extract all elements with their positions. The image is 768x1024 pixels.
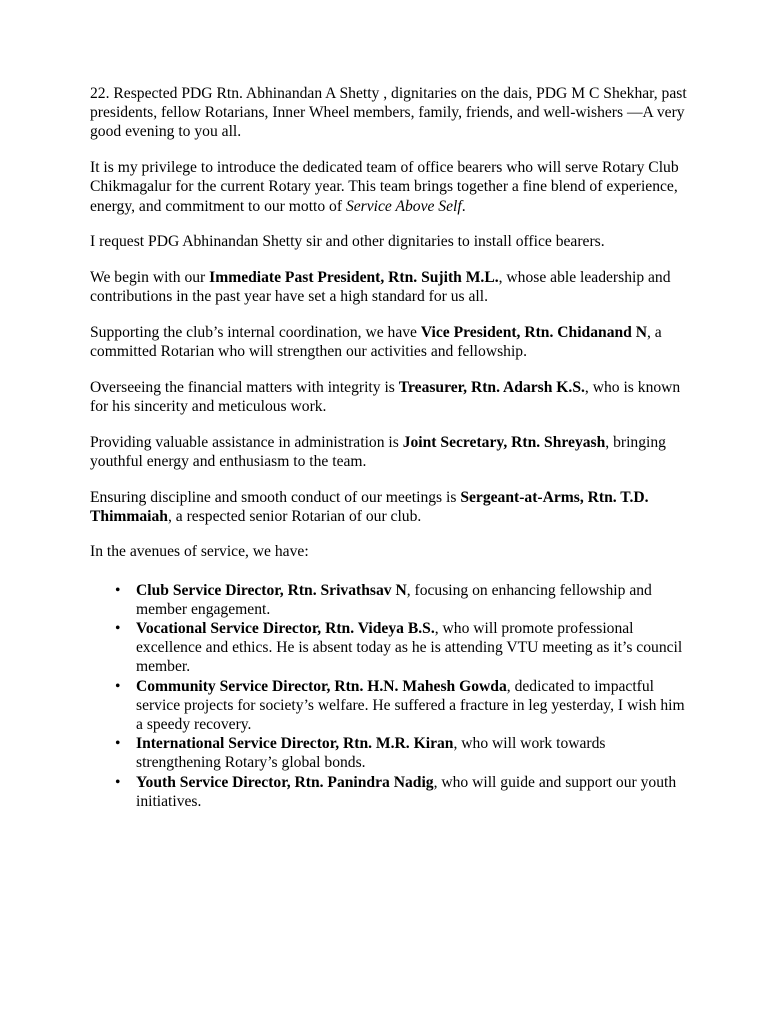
directors-list (90, 581, 688, 811)
avenues-intro-paragraph (90, 542, 688, 561)
list-item-club-service-director (136, 581, 688, 619)
director-role: Youth Service Director, Rtn. Panindra Nadig (136, 773, 434, 791)
sergeant-at-arms-role: Sergeant-at-Arms, Rtn. T.D. Thimmaiah (90, 488, 649, 525)
past-president-pre: We begin with our (90, 268, 210, 286)
sergeant-at-arms-post: , a respected senior Rotarian of our club. (167, 507, 422, 525)
joint-secretary-pre: Providing valuable assistance in administration is (90, 433, 403, 451)
installation-request-text: I request PDG Abhinandan Shetty sir and other dignitaries to install office bearers. (90, 233, 605, 251)
introduction-end: . (461, 197, 466, 215)
past-president-post: , whose able leadership and contributions in the past year have set a high standard for us all. (90, 268, 671, 306)
joint-secretary-post: , bringing youthful energy and enthusiasm to the team. (90, 433, 666, 470)
list-item-community-service-director (136, 677, 688, 735)
past-president-role: Immediate Past President, Rtn. Sujith M.L. (209, 268, 499, 286)
list-item-vocational-service-director (136, 619, 688, 677)
director-description: , focusing on enhancing fellowship and member engagement. (136, 581, 652, 618)
joint-secretary-paragraph (90, 433, 688, 471)
joint-secretary-role: Joint Secretary, Rtn. Shreyash (402, 433, 606, 451)
installation-request-paragraph (90, 232, 688, 251)
director-role: Vocational Service Director, Rtn. Videya B.S. (136, 620, 435, 638)
director-description: , who will promote professional excellence and ethics. He is absent today as he is attending VTU meeting as it’s council member. (136, 620, 683, 676)
sergeant-at-arms-paragraph (90, 488, 688, 526)
director-description: , dedicated to impactful service projects for society’s welfare. He suffered a fracture in leg yesterday, I wish him a speedy recovery. (136, 677, 685, 734)
treasurer-paragraph (90, 378, 688, 416)
director-description: , who will work towards strengthening Rotary’s global bonds. (136, 735, 606, 772)
director-role: International Service Director, Rtn. M.R. Kiran (136, 735, 454, 753)
greeting-text: 22. Respected PDG Rtn. Abhinandan A Shetty , dignitaries on the dais, PDG M C Shekhar, past presidents, fellow Rotarians, Inner Wheel members, family, friends, and well-wishers —A very good evening to you all. (90, 85, 687, 141)
vice-president-post: , a committed Rotarian who will strengthen our activities and fellowship. (90, 323, 662, 361)
avenues-intro-text: In the avenues of service, we have: (90, 543, 309, 561)
list-item-youth-service-director (136, 773, 688, 811)
vice-president-pre: Supporting the club’s internal coordination, we have (90, 323, 421, 341)
introduction-text: It is my privilege to introduce the dedicated team of office bearers who will serve Rotary Club Chikmagalur for the current Rotary year. This team brings together a fine blend of experience, energy, and commitment to our motto of (90, 159, 679, 215)
motto-text: Service Above Self (345, 197, 462, 215)
director-role: Community Service Director, Rtn. H.N. Mahesh Gowda (136, 677, 507, 695)
list-item-international-service-director (136, 734, 688, 772)
vice-president-role: Vice President, Rtn. Chidanand N (420, 323, 647, 341)
sergeant-at-arms-pre: Ensuring discipline and smooth conduct of our meetings is (90, 488, 461, 506)
vice-president-paragraph (90, 323, 688, 361)
director-description: , who will guide and support our youth initiatives. (136, 773, 677, 810)
treasurer-pre: Overseeing the financial matters with integrity is (90, 378, 399, 396)
past-president-paragraph (90, 268, 688, 306)
treasurer-role: Treasurer, Rtn. Adarsh K.S. (398, 378, 585, 396)
treasurer-post: , who is known for his sincerity and meticulous work. (90, 378, 681, 415)
director-role: Club Service Director, Rtn. Srivathsav N (136, 581, 407, 599)
introduction-paragraph (90, 158, 688, 216)
greeting-paragraph (90, 84, 688, 142)
